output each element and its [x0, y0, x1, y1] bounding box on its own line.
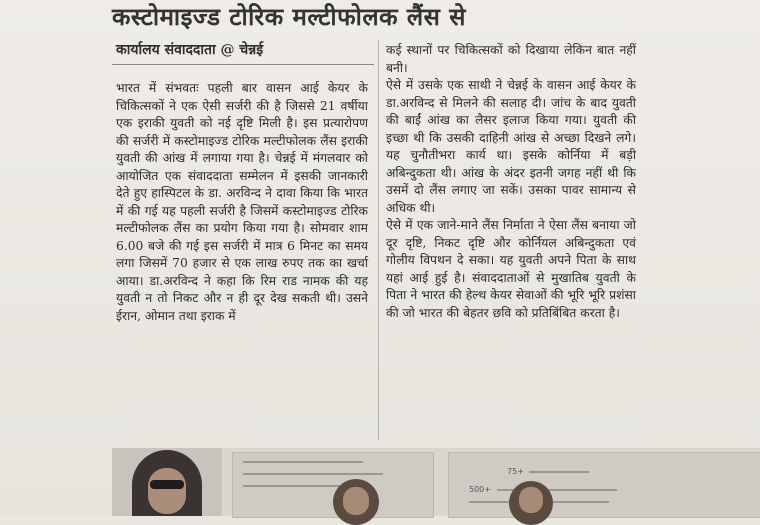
right-paragraph-1: कई स्थानों पर चिकित्सकों को दिखाया लेकिन बात नहीं बनी। [386, 43, 636, 75]
photo-presentation-right [448, 452, 760, 518]
person-face [343, 487, 369, 515]
column-divider [378, 40, 379, 440]
photo-presentation-left [232, 452, 434, 518]
photo-patient [112, 448, 222, 516]
byline-rule [112, 64, 374, 65]
slide-text-line [243, 485, 353, 487]
person-face [519, 487, 543, 513]
right-paragraph-3: ऐसे में एक जाने-माने लैंस निर्माता ने ऐसा लैंस बनाया जो दूर दृष्टि, निकट दृष्टि और कोर्नियल अबिन्दुकता एवं गोलीय विपथन दे सका। यह युवती अपने पिता के साथ यहां आई हुई है। संवाददाताओं से मुखातिब युवती के पिता ने भारत की हेल्थ केयर सेवाओं की भूरि भूरि प्रशंसा की जो भारत की बेहतर छवि को प्रतिबिंबित करता है। [386, 218, 636, 320]
slide-stat-1: 75+ [507, 467, 524, 476]
left-paragraph-1: भारत में संभवतः पहली बार वासन आई केयर के चिकित्सकों ने एक ऐसी सर्जरी की है जिससे 21 वर्षीया एक इराकी युवती को नई दृष्टि मिली है। इस प्रत्यारोपण की सर्जरी में कस्टोमाइज्ड टोरिक मल्टीफोलक लैंस इराकी युवती की आंख में लगाया गया है। चेन्नई में मंगलवार को आयोजित एक संवाददाता सम्मेलन में इसकी जानकारी देते हुए हास्पिटल के डा. अरविन्द ने दावा किया कि भारत में की गई यह पहली सर्जरी है जिसमें कस्टोमाइज्ड टोरिक मल्टीफोलक लैंस का प्रयोग किया गया है। सोमवार शाम 6.00 बजे की गई इस सर्जरी में मात्र 6 मिनट का समय लगा जिसमें 70 हजार से एक लाख रुपए तक का खर्चा आया। डा.अरविन्द ने कहा कि रिम राड नामक की यह युवती न तो निकट और न ही दूर देख सकती थी। उसने ईरान, ओमान तथा इराक में [116, 81, 368, 323]
slide-text-line [243, 473, 383, 475]
headline: कस्टोमाइज्ड टोरिक मल्टीफोलक लैंस से [112, 2, 466, 31]
sunglasses-shape [150, 480, 184, 489]
slide-text-line [243, 461, 363, 463]
slide-text-line [529, 471, 589, 473]
right-paragraph-2: ऐसे में उसके एक साथी ने चेन्नई के वासन आई केयर के डा.अरविन्द से मिलने की सलाह दी। जांच के बाद युवती की बाईं आंख का लैसर इलाज किया गया। युवती की इच्छा थी कि उसकी दाहिनी आंख से अच्छा दिखने लगे। यह चुनौतीभरा कार्य था। इसके कोर्निया में बड़ी अबिन्दुकता थी। आंख के अंदर इतनी जगह नहीं थी कि उसमें दो लैंस लगाए जा सकें। उसका पावर सामान्य से अधिक थी। [386, 78, 636, 215]
face-shape [148, 468, 186, 514]
byline: कार्यालय संवाददाता @ चेन्नई [116, 42, 264, 58]
left-column [116, 80, 368, 325]
slide-stat-2: 500+ [469, 485, 491, 494]
right-column [386, 42, 636, 322]
